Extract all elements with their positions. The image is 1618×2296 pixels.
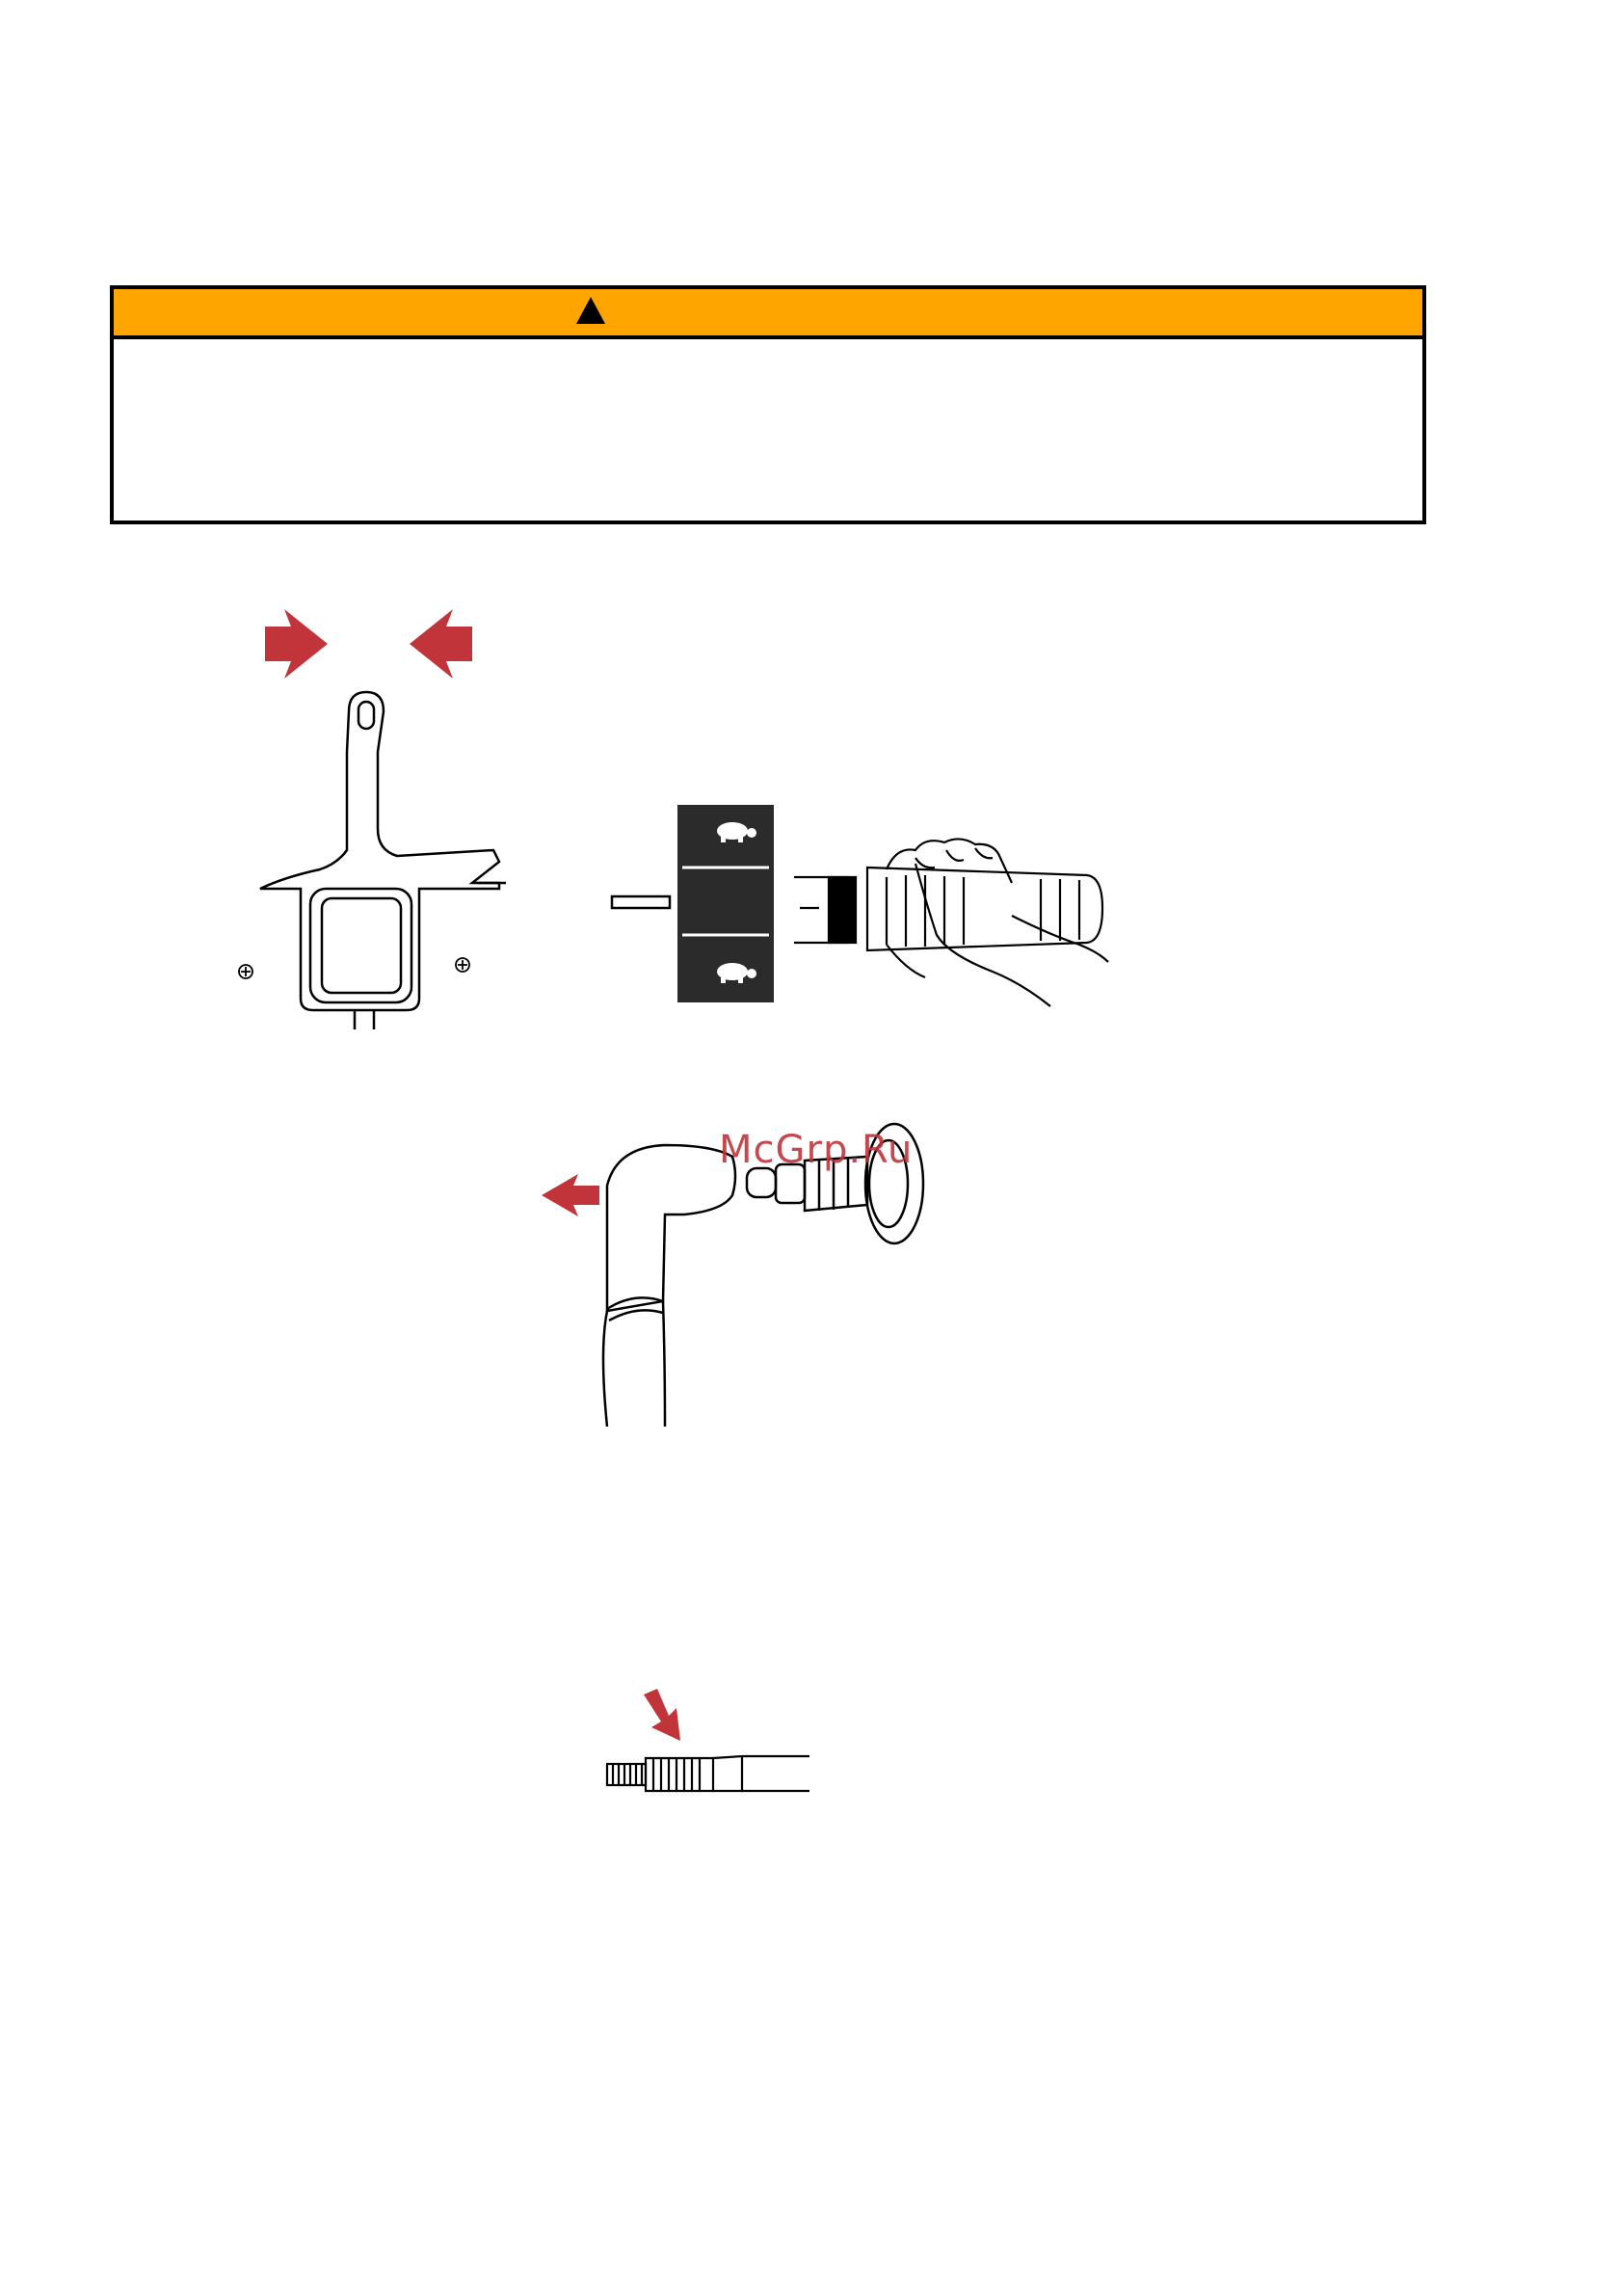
warning-body: [114, 339, 1422, 378]
hand-icon: [794, 839, 1108, 1006]
splined-shaft-icon: [607, 1756, 809, 1791]
tiller-control-figure: [231, 598, 520, 1031]
throttle-grip-figure: [597, 800, 1118, 1022]
warning-triangle-icon: [574, 295, 607, 326]
arrow-right-icon: [265, 609, 328, 679]
arrow-down-right-icon: [644, 1689, 680, 1741]
watermark: McGrp.Ru: [719, 1128, 914, 1172]
screw-icon: [456, 958, 469, 972]
warning-box: [110, 285, 1426, 524]
arrow-left-icon: [542, 1174, 599, 1216]
warning-header: [114, 289, 1422, 339]
tiller-lever: [260, 692, 506, 1029]
arrow-left-icon: [410, 609, 472, 679]
spark-plug-boot-icon: [603, 1145, 735, 1427]
screw-icon: [239, 965, 252, 978]
shaft-figure: [597, 1687, 829, 1802]
